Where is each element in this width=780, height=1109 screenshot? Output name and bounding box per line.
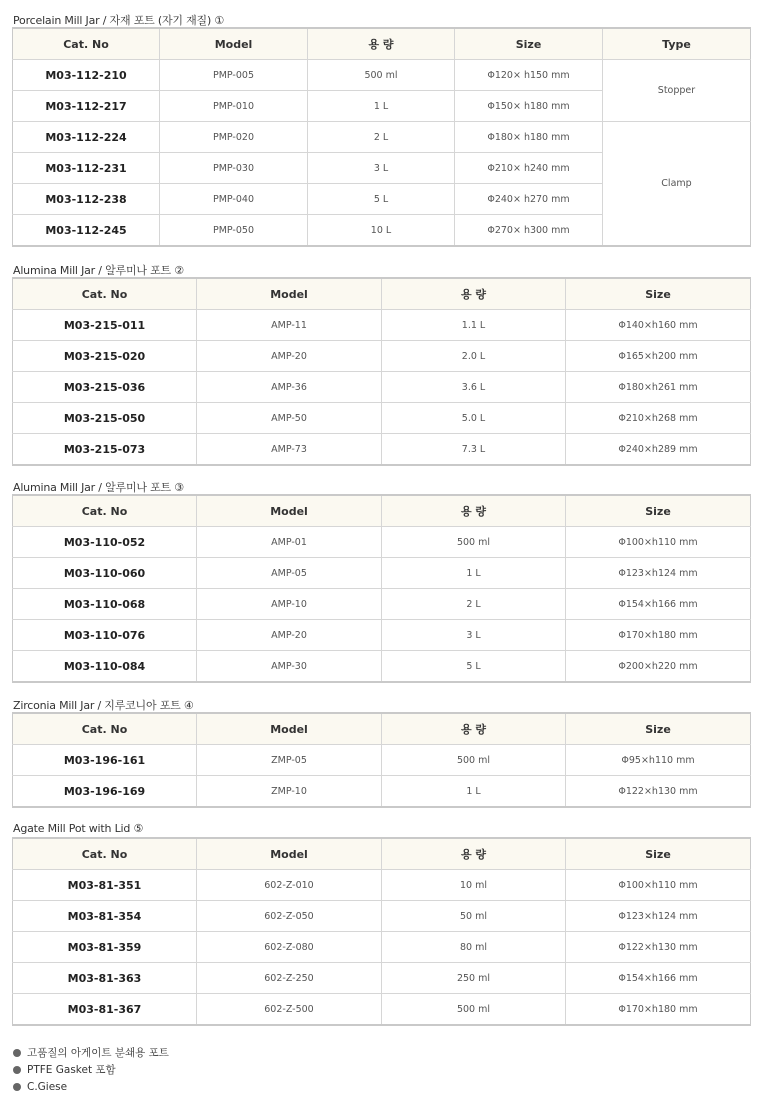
size: Φ122×h130 mm xyxy=(566,776,751,808)
header-capacity: 용 량 xyxy=(382,838,566,870)
cat-no: M03-81-359 xyxy=(13,932,197,963)
model: 602-Z-010 xyxy=(197,870,382,901)
size: Φ180×h261 mm xyxy=(566,372,751,403)
cat-no: M03-112-245 xyxy=(13,215,160,247)
size: Φ154×h166 mm xyxy=(566,963,751,994)
bullet-icon xyxy=(13,1083,21,1091)
header-cat-no: Cat. No xyxy=(13,838,197,870)
bullet-icon xyxy=(13,1049,21,1057)
size: Φ240×h289 mm xyxy=(566,434,751,466)
model: AMP-11 xyxy=(197,310,382,341)
size: Φ240× h270 mm xyxy=(455,184,603,215)
header-cat-no: Cat. No xyxy=(13,28,160,60)
table-header-row xyxy=(13,838,751,870)
size: Φ123×h124 mm xyxy=(566,558,751,589)
alumina-3-title: Alumina Mill Jar / 알루미나 포트 ③ xyxy=(13,481,184,494)
bullet-icon xyxy=(13,1066,21,1074)
table-row xyxy=(13,963,751,994)
table-row xyxy=(13,745,751,776)
size: Φ200×h220 mm xyxy=(566,651,751,683)
type-clamp: Clamp xyxy=(603,122,751,247)
header-cat-no: Cat. No xyxy=(13,495,197,527)
size: Φ140×h160 mm xyxy=(566,310,751,341)
size: Φ100×h110 mm xyxy=(566,870,751,901)
header-cat-no: Cat. No xyxy=(13,713,197,745)
table-row xyxy=(13,341,751,372)
header-model: Model xyxy=(197,713,382,745)
cat-no: M03-215-011 xyxy=(13,310,197,341)
header-size: Size xyxy=(566,278,751,310)
capacity: 3 L xyxy=(308,153,455,184)
table-header-row xyxy=(13,28,751,60)
capacity: 500 ml xyxy=(382,527,566,558)
model: PMP-050 xyxy=(160,215,308,247)
capacity: 10 ml xyxy=(382,870,566,901)
size: Φ170×h180 mm xyxy=(566,620,751,651)
capacity: 500 ml xyxy=(308,60,455,91)
size: Φ95×h110 mm xyxy=(566,745,751,776)
cat-no: M03-112-238 xyxy=(13,184,160,215)
model: AMP-01 xyxy=(197,527,382,558)
table-header-row xyxy=(13,713,751,745)
header-capacity: 용 량 xyxy=(382,713,566,745)
capacity: 80 ml xyxy=(382,932,566,963)
table-row xyxy=(13,870,751,901)
table-row xyxy=(13,589,751,620)
size: Φ122×h130 mm xyxy=(566,932,751,963)
header-capacity: 용 량 xyxy=(382,278,566,310)
alumina-3-table xyxy=(12,494,751,683)
model: AMP-30 xyxy=(197,651,382,683)
model: 602-Z-080 xyxy=(197,932,382,963)
cat-no: M03-215-073 xyxy=(13,434,197,466)
cat-no: M03-215-020 xyxy=(13,341,197,372)
cat-no: M03-196-169 xyxy=(13,776,197,808)
table-row xyxy=(13,558,751,589)
size: Φ100×h110 mm xyxy=(566,527,751,558)
size: Φ154×h166 mm xyxy=(566,589,751,620)
header-type: Type xyxy=(603,28,751,60)
table-row xyxy=(13,932,751,963)
model: PMP-020 xyxy=(160,122,308,153)
header-model: Model xyxy=(197,838,382,870)
model: 602-Z-050 xyxy=(197,901,382,932)
type-stopper: Stopper xyxy=(603,60,751,122)
size: Φ170×h180 mm xyxy=(566,994,751,1026)
table-row xyxy=(13,620,751,651)
header-capacity: 용 량 xyxy=(308,28,455,60)
table-row xyxy=(13,434,751,466)
zirconia-title: Zirconia Mill Jar / 지루코니아 포트 ④ xyxy=(13,699,194,712)
cat-no: M03-196-161 xyxy=(13,745,197,776)
cat-no: M03-112-217 xyxy=(13,91,160,122)
model: PMP-040 xyxy=(160,184,308,215)
header-model: Model xyxy=(160,28,308,60)
header-model: Model xyxy=(197,495,382,527)
model: ZMP-10 xyxy=(197,776,382,808)
table-row xyxy=(13,310,751,341)
table-row xyxy=(13,122,751,153)
table-header-row xyxy=(13,278,751,310)
note-item xyxy=(13,1078,169,1095)
size: Φ270× h300 mm xyxy=(455,215,603,247)
table-row xyxy=(13,372,751,403)
model: PMP-010 xyxy=(160,91,308,122)
model: PMP-005 xyxy=(160,60,308,91)
table-row xyxy=(13,403,751,434)
header-capacity: 용 량 xyxy=(382,495,566,527)
model: 602-Z-250 xyxy=(197,963,382,994)
capacity: 500 ml xyxy=(382,745,566,776)
cat-no: M03-110-052 xyxy=(13,527,197,558)
cat-no: M03-110-084 xyxy=(13,651,197,683)
capacity: 500 ml xyxy=(382,994,566,1026)
cat-no: M03-110-068 xyxy=(13,589,197,620)
cat-no: M03-110-076 xyxy=(13,620,197,651)
cat-no: M03-215-050 xyxy=(13,403,197,434)
table-header-row xyxy=(13,495,751,527)
capacity: 5 L xyxy=(308,184,455,215)
model: AMP-20 xyxy=(197,341,382,372)
header-size: Size xyxy=(566,838,751,870)
header-cat-no: Cat. No xyxy=(13,278,197,310)
alumina-2-table xyxy=(12,277,751,466)
cat-no: M03-81-354 xyxy=(13,901,197,932)
table-row xyxy=(13,527,751,558)
capacity: 5 L xyxy=(382,651,566,683)
notes-list xyxy=(13,1044,169,1095)
capacity: 1 L xyxy=(382,558,566,589)
cat-no: M03-81-363 xyxy=(13,963,197,994)
capacity: 1 L xyxy=(382,776,566,808)
cat-no: M03-215-036 xyxy=(13,372,197,403)
model: AMP-73 xyxy=(197,434,382,466)
porcelain-title: Porcelain Mill Jar / 자재 포트 (자기 재질) ① xyxy=(13,14,224,27)
capacity: 1 L xyxy=(308,91,455,122)
capacity: 3.6 L xyxy=(382,372,566,403)
model: 602-Z-500 xyxy=(197,994,382,1026)
size: Φ123×h124 mm xyxy=(566,901,751,932)
cat-no: M03-110-060 xyxy=(13,558,197,589)
note-text: PTFE Gasket 포함 xyxy=(27,1064,116,1076)
size: Φ180× h180 mm xyxy=(455,122,603,153)
table-row xyxy=(13,901,751,932)
cat-no: M03-81-367 xyxy=(13,994,197,1026)
capacity: 2 L xyxy=(382,589,566,620)
table-row xyxy=(13,651,751,683)
capacity: 3 L xyxy=(382,620,566,651)
capacity: 1.1 L xyxy=(382,310,566,341)
model: AMP-10 xyxy=(197,589,382,620)
zirconia-table xyxy=(12,712,751,808)
table-row xyxy=(13,994,751,1026)
note-text: 고품질의 아게이트 분쇄용 포트 xyxy=(27,1047,169,1059)
size: Φ120× h150 mm xyxy=(455,60,603,91)
note-text: C.Giese xyxy=(27,1080,68,1093)
size: Φ210×h268 mm xyxy=(566,403,751,434)
porcelain-table xyxy=(12,27,751,247)
alumina-2-title: Alumina Mill Jar / 알루미나 포트 ② xyxy=(13,264,184,277)
cat-no: M03-112-210 xyxy=(13,60,160,91)
cat-no: M03-112-224 xyxy=(13,122,160,153)
header-model: Model xyxy=(197,278,382,310)
cat-no: M03-81-351 xyxy=(13,870,197,901)
capacity: 50 ml xyxy=(382,901,566,932)
capacity: 2 L xyxy=(308,122,455,153)
model: AMP-20 xyxy=(197,620,382,651)
capacity: 5.0 L xyxy=(382,403,566,434)
header-size: Size xyxy=(566,495,751,527)
agate-title: Agate Mill Pot with Lid ⑤ xyxy=(13,822,144,835)
size: Φ165×h200 mm xyxy=(566,341,751,372)
model: PMP-030 xyxy=(160,153,308,184)
note-item xyxy=(13,1044,169,1061)
header-size: Size xyxy=(455,28,603,60)
size: Φ210× h240 mm xyxy=(455,153,603,184)
model: AMP-50 xyxy=(197,403,382,434)
capacity: 10 L xyxy=(308,215,455,247)
cat-no: M03-112-231 xyxy=(13,153,160,184)
capacity: 2.0 L xyxy=(382,341,566,372)
model: AMP-36 xyxy=(197,372,382,403)
note-item xyxy=(13,1061,169,1078)
model: AMP-05 xyxy=(197,558,382,589)
model: ZMP-05 xyxy=(197,745,382,776)
agate-table xyxy=(12,837,751,1026)
capacity: 250 ml xyxy=(382,963,566,994)
size: Φ150× h180 mm xyxy=(455,91,603,122)
table-row xyxy=(13,776,751,808)
header-size: Size xyxy=(566,713,751,745)
capacity: 7.3 L xyxy=(382,434,566,466)
table-row xyxy=(13,60,751,91)
